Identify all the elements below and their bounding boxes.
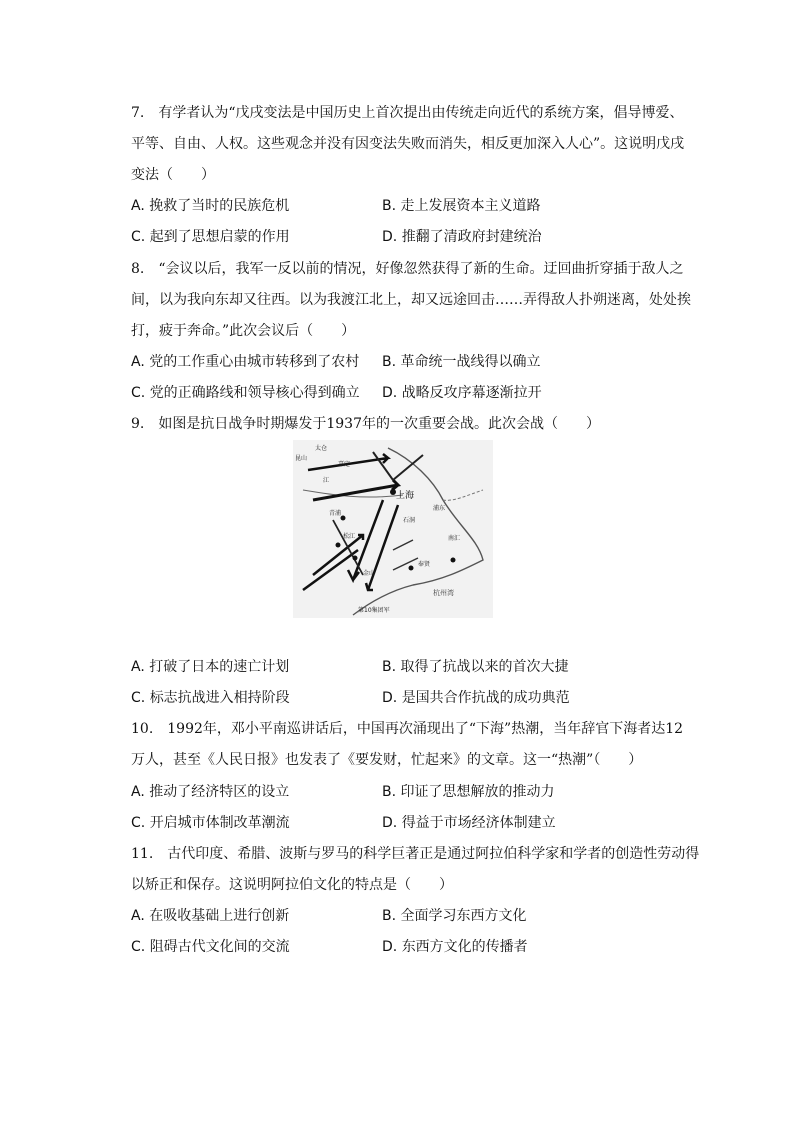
- option-label: B.: [382, 784, 397, 800]
- option-label: A.: [131, 354, 145, 370]
- q7-option-a[interactable]: [131, 196, 289, 216]
- option-text: 推动了经济特区的设立: [149, 784, 290, 800]
- option-text: 取得了抗战以来的首次大捷: [400, 659, 569, 675]
- option-label: A.: [131, 198, 145, 214]
- svg-text:江: 江: [323, 477, 330, 484]
- q8-option-d[interactable]: [382, 383, 542, 403]
- option-text: 阻碍古代文化间的交流: [149, 939, 290, 955]
- q9-option-a[interactable]: [131, 657, 289, 677]
- option-label: C.: [131, 690, 146, 706]
- option-label: C.: [131, 229, 146, 245]
- option-label: D.: [382, 385, 398, 401]
- option-text: 推翻了清政府封建统治: [401, 229, 542, 245]
- q10-stem-line-2: 万人，甚至《人民日报》也发表了《要发财，忙起来》的文章。这一“热潮”（ ）: [131, 752, 643, 768]
- svg-text:松江: 松江: [343, 533, 356, 540]
- q9-option-c[interactable]: [131, 688, 290, 708]
- option-label: A.: [131, 908, 145, 924]
- q11-stem-line-2: 以矫正和保存。这说明阿拉伯文化的特点是（ ）: [131, 877, 453, 893]
- svg-text:昆山: 昆山: [295, 455, 308, 462]
- q10-option-d[interactable]: [382, 813, 556, 833]
- q9-option-b[interactable]: [382, 657, 569, 677]
- svg-text:第10集团军: 第10集团军: [358, 607, 390, 614]
- q9-stem-line-1: 9. 如图是抗日战争时期爆发于1937年的一次重要会战。此次会战（ ）: [131, 416, 600, 432]
- svg-text:浦东: 浦东: [433, 505, 446, 512]
- option-label: A.: [131, 659, 145, 675]
- q7-stem-line-3: 变法（ ）: [131, 167, 215, 183]
- option-text: 战略反攻序幕逐渐拉开: [401, 385, 542, 401]
- option-text: 革命统一战线得以确立: [400, 354, 541, 370]
- q10-option-b[interactable]: [382, 782, 555, 802]
- option-text: 挽救了当时的民族危机: [149, 198, 290, 214]
- svg-text:石洞: 石洞: [403, 517, 416, 524]
- svg-text:嘉定: 嘉定: [338, 461, 351, 468]
- q9-option-d[interactable]: [382, 688, 570, 708]
- option-text: 全面学习东西方文化: [400, 908, 527, 924]
- option-text: 开启城市体制改革潮流: [149, 815, 290, 831]
- q11-stem-line-1: 11. 古代印度、希腊、波斯与罗马的科学巨著正是通过阿拉伯科学家和学者的创造性劳动得: [131, 846, 700, 862]
- q7-option-b[interactable]: [382, 196, 541, 216]
- q11-option-a[interactable]: [131, 906, 289, 926]
- svg-text:南汇: 南汇: [448, 535, 461, 542]
- option-label: C.: [131, 815, 146, 831]
- q7-stem-line-2: 平等、自由、人权。这些观念并没有因变法失败而消失，相反更加深入人心”。这说明戊戌: [131, 136, 685, 152]
- q10-option-a[interactable]: [131, 782, 289, 802]
- option-label: B.: [382, 908, 397, 924]
- svg-text:杭州湾: 杭州湾: [433, 589, 454, 597]
- q8-stem-line-2: 间，以为我向东却又往西。以为我渡江北上，却又远途回击……弄得敌人扑朔迷离，处处挨: [131, 292, 691, 308]
- q8-stem-line-1: 8. “会议以后，我军一反以前的情况，好像忽然获得了新的生命。迂回曲折穿插于敌人之: [131, 261, 684, 277]
- option-text: 在吸收基础上进行创新: [149, 908, 290, 924]
- option-label: B.: [382, 659, 397, 675]
- option-text: 印证了思想解放的推动力: [400, 784, 555, 800]
- svg-text:奉贤: 奉贤: [418, 561, 431, 568]
- option-label: B.: [382, 198, 397, 214]
- option-text: 打破了日本的速亡计划: [149, 659, 290, 675]
- q8-option-b[interactable]: [382, 352, 541, 372]
- option-text: 得益于市场经济体制建立: [401, 815, 556, 831]
- option-text: 标志抗战进入相持阶段: [149, 690, 290, 706]
- q11-option-c[interactable]: [131, 937, 290, 957]
- q8-option-a[interactable]: [131, 352, 359, 372]
- q7-option-d[interactable]: [382, 227, 542, 247]
- q11-option-b[interactable]: [382, 906, 527, 926]
- option-text: 起到了思想启蒙的作用: [149, 229, 290, 245]
- svg-text:太仓: 太仓: [315, 445, 328, 452]
- option-label: D.: [382, 939, 398, 955]
- option-label: A.: [131, 784, 145, 800]
- option-text: 东西方文化的传播者: [401, 939, 528, 955]
- option-text: 党的正确路线和领导核心得到确立: [149, 385, 360, 401]
- svg-text:金山: 金山: [363, 570, 376, 577]
- option-label: B.: [382, 354, 397, 370]
- battle-map-image: [293, 440, 493, 618]
- q7-stem-line-1: 7. 有学者认为“戊戌变法是中国历史上首次提出由传统走向近代的系统方案，倡导博爱、: [131, 105, 684, 121]
- option-text: 党的工作重心由城市转移到了农村: [149, 354, 360, 370]
- map-label-shanghai: 上海: [396, 491, 415, 501]
- q10-option-c[interactable]: [131, 813, 290, 833]
- q10-stem-line-1: 10. 1992年，邓小平南巡讲话后，中国再次涌现出了“下海”热潮，当年辞官下海者达12: [131, 721, 684, 737]
- option-label: D.: [382, 690, 398, 706]
- option-text: 是国共合作抗战的成功典范: [401, 690, 570, 706]
- q8-stem-line-3: 打，疲于奔命。”此次会议后（ ）: [131, 323, 356, 339]
- option-label: D.: [382, 815, 398, 831]
- q7-option-c[interactable]: [131, 227, 290, 247]
- option-label: D.: [382, 229, 398, 245]
- option-label: C.: [131, 385, 146, 401]
- q8-option-c[interactable]: [131, 383, 360, 403]
- q11-option-d[interactable]: [382, 937, 528, 957]
- option-text: 走上发展资本主义道路: [400, 198, 541, 214]
- svg-text:青浦: 青浦: [329, 510, 342, 517]
- option-label: C.: [131, 939, 146, 955]
